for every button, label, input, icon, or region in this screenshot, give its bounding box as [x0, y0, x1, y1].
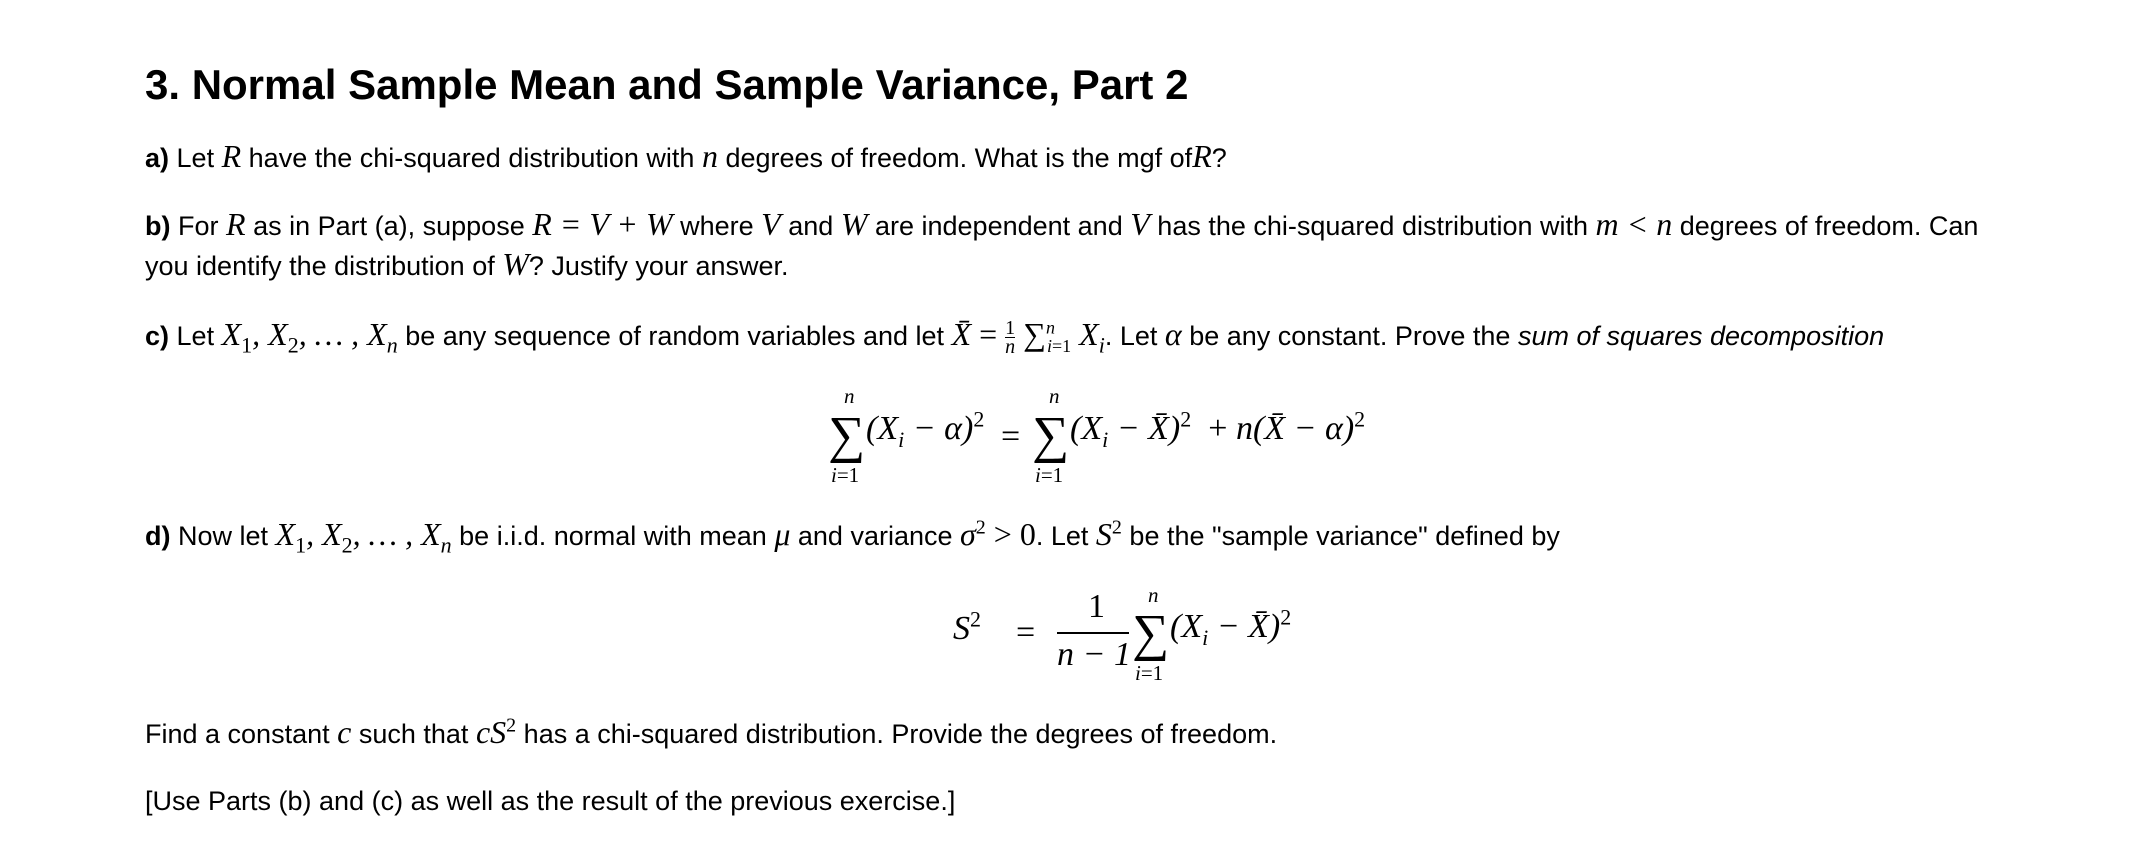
- equals-sign: =: [1016, 614, 1036, 651]
- part-d-label: d): [145, 521, 171, 551]
- equation-r-v-w: R = V + W: [532, 206, 673, 242]
- part-c-text: . Let: [1104, 321, 1158, 351]
- part-a-label: a): [145, 143, 170, 173]
- var-r: R: [1192, 138, 1212, 174]
- sum-of-squares-emphasis: sum of squares decomposition: [1517, 321, 1885, 351]
- part-d-text: be i.i.d. normal with mean: [459, 521, 767, 551]
- s-squared-lhs: $S^2$: [953, 606, 981, 647]
- var-s-squared: $S^2$: [1095, 516, 1122, 552]
- sequence-x1-xn: $X_1$, $X_2$, … , $X_n$: [275, 516, 452, 558]
- sum-lower-limit: i=1: [1135, 661, 1164, 685]
- var-n: n: [701, 138, 718, 174]
- part-b-line-2: [145, 244, 789, 287]
- part-b-text: ? Justify your answer.: [528, 251, 789, 281]
- condition-m-lt-n: m < n: [1595, 206, 1673, 242]
- part-b-label: b): [145, 211, 171, 241]
- fraction-bar: [1057, 632, 1129, 634]
- part-a-text: have the chi-squared distribution with: [248, 143, 695, 173]
- part-b-text: degrees of freedom. Can: [1679, 211, 1979, 241]
- sum-lower-limit: i=1: [831, 463, 860, 487]
- part-b-text: you identify the distribution of: [145, 251, 495, 281]
- sample-variance-term: ($X_i$ − X̄)$^2$: [1170, 604, 1292, 650]
- fraction-numerator: 1: [1088, 588, 1105, 625]
- sum-upper-limit: n: [1148, 583, 1159, 607]
- part-a-text: degrees of freedom. What is the mgf of: [725, 143, 1193, 173]
- sigma-squared-positive: $\sigma^2 > 0$: [960, 516, 1036, 552]
- c-s-squared: $cS^2$: [475, 714, 517, 750]
- part-a-text: ?: [1211, 143, 1227, 173]
- part-c-text: be any constant. Prove the: [1189, 321, 1511, 351]
- part-d-text: Now let: [178, 521, 269, 551]
- document-page: [145, 0, 2135, 858]
- part-a-text: Let: [176, 143, 215, 173]
- sum-symbol: ∑: [828, 407, 866, 464]
- var-w: W: [840, 206, 868, 242]
- part-b-text: where: [680, 211, 754, 241]
- part-c-label: c): [145, 321, 170, 351]
- var-alpha: α: [1164, 316, 1182, 352]
- sum-upper-limit: n: [844, 384, 855, 408]
- var-v: V: [761, 206, 781, 242]
- part-c-text: be any sequence of random variables and let: [405, 321, 945, 351]
- xbar-definition: X̄ = $\frac{1}{n}$ ∑$^n_{i=1}$ $X_i$: [951, 316, 1105, 359]
- part-d-text: and variance: [797, 521, 953, 551]
- part-b-text: has the chi-squared distribution with: [1157, 211, 1589, 241]
- part-b-text: as in Part (a), suppose: [253, 211, 525, 241]
- fraction-denominator: n − 1: [1057, 636, 1131, 673]
- part-a: [145, 136, 1227, 179]
- part-d-text: be the "sample variance" defined by: [1129, 521, 1560, 551]
- part-b-text: are independent and: [874, 211, 1123, 241]
- part-b-text: For: [178, 211, 219, 241]
- part-d: [145, 514, 1560, 557]
- sequence-x1-xn: $X_1$, $X_2$, … , $X_n$: [221, 316, 398, 358]
- var-c: c: [337, 714, 352, 750]
- part-b-line-1: [145, 204, 1978, 247]
- find-text: Find a constant: [145, 719, 330, 749]
- part-c: [145, 314, 1884, 357]
- var-mu: μ: [774, 516, 791, 552]
- page-title: 3. Normal Sample Mean and Sample Variance, Part 2: [145, 61, 1189, 108]
- sum-symbol: ∑: [1032, 407, 1070, 464]
- sum-lower-limit: i=1: [1035, 463, 1064, 487]
- equals-sign: =: [1001, 418, 1021, 455]
- find-constant-paragraph: [145, 712, 1277, 755]
- part-c-text: Let: [176, 321, 215, 351]
- var-r: R: [226, 206, 246, 242]
- rhs-term: ($X_i$ − X̄)$^2$ + n(X̄ − α)$^2$: [1070, 406, 1366, 452]
- part-d-text: . Let: [1035, 521, 1089, 551]
- var-v: V: [1130, 206, 1150, 242]
- sum-symbol: ∑: [1132, 605, 1170, 662]
- hint-text: [Use Parts (b) and (c) as well as the result of the previous exercise.]: [145, 786, 956, 816]
- find-text: has a chi-squared distribution. Provide the degrees of freedom.: [523, 719, 1278, 749]
- part-b-text: and: [788, 211, 834, 241]
- lhs-term: $(X_i - \alpha)^2$: [866, 406, 985, 452]
- sum-upper-limit: n: [1049, 384, 1060, 408]
- var-w: W: [502, 246, 529, 282]
- find-text: such that: [358, 719, 469, 749]
- var-r: R: [221, 138, 242, 174]
